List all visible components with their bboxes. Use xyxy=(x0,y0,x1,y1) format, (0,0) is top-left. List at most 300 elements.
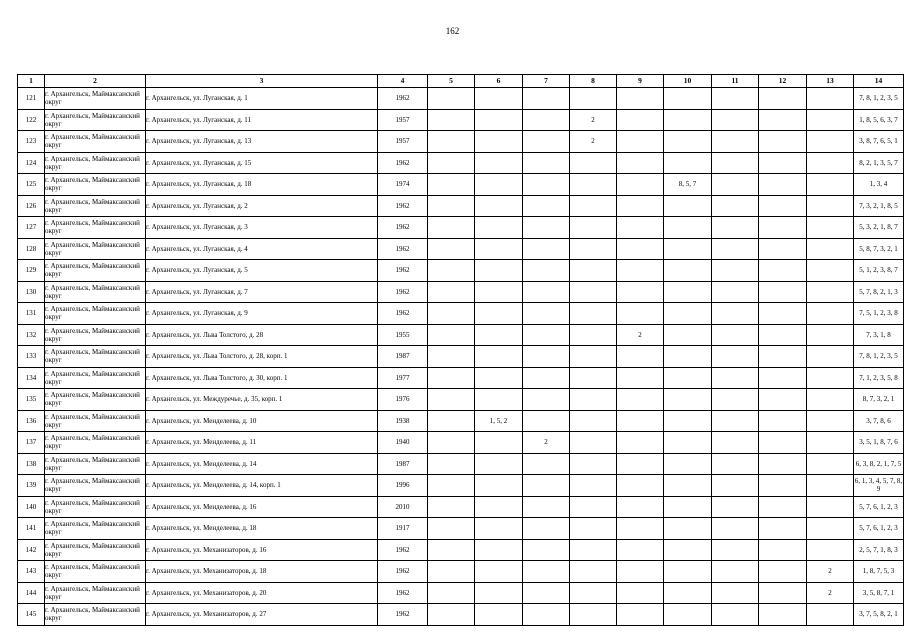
address-cell: г. Архангельск, ул. Луганская, д. 1 xyxy=(146,88,378,110)
value-cell xyxy=(428,217,475,239)
table-row xyxy=(18,389,904,411)
table-row xyxy=(18,324,904,346)
value-cell xyxy=(664,346,712,368)
value-cell: 2 xyxy=(807,561,854,583)
value-cell xyxy=(759,217,807,239)
value-cell xyxy=(475,195,523,217)
year-cell: 1977 xyxy=(378,367,428,389)
year-cell: 1955 xyxy=(378,324,428,346)
table-row xyxy=(18,432,904,454)
settlement-cell: г. Архангельск, Маймаксанский округ xyxy=(45,539,146,561)
row-number: 131 xyxy=(18,303,45,325)
settlement-cell: г. Архангельск, Маймаксанский округ xyxy=(45,281,146,303)
codes-cell: 7, 3, 1, 8 xyxy=(854,324,904,346)
value-cell xyxy=(523,131,570,153)
codes-cell: 1, 8, 5, 6, 3, 7 xyxy=(854,109,904,131)
table-row xyxy=(18,88,904,110)
value-cell xyxy=(807,109,854,131)
codes-cell: 6, 1, 3, 4, 5, 7, 8, 9 xyxy=(854,475,904,497)
value-cell xyxy=(664,324,712,346)
codes-cell: 1, 8, 7, 5, 3 xyxy=(854,561,904,583)
value-cell xyxy=(807,238,854,260)
value-cell xyxy=(807,281,854,303)
settlement-cell: г. Архангельск, Маймаксанский округ xyxy=(45,367,146,389)
address-cell: г. Архангельск, ул. Луганская, д. 15 xyxy=(146,152,378,174)
row-number: 144 xyxy=(18,582,45,604)
codes-cell: 3, 5, 8, 7, 1 xyxy=(854,582,904,604)
value-cell xyxy=(712,195,759,217)
year-cell: 1962 xyxy=(378,217,428,239)
settlement-cell: г. Архангельск, Маймаксанский округ xyxy=(45,109,146,131)
value-cell xyxy=(807,367,854,389)
codes-cell: 3, 7, 5, 8, 2, 1 xyxy=(854,604,904,626)
value-cell xyxy=(664,88,712,110)
value-cell xyxy=(807,195,854,217)
settlement-cell: г. Архангельск, Маймаксанский округ xyxy=(45,453,146,475)
table-row xyxy=(18,217,904,239)
value-cell xyxy=(664,518,712,540)
codes-cell: 5, 7, 8, 2, 1, 3 xyxy=(854,281,904,303)
value-cell xyxy=(759,346,807,368)
address-cell: г. Архангельск, ул. Менделеева, д. 16 xyxy=(146,496,378,518)
value-cell xyxy=(759,410,807,432)
register-table xyxy=(17,74,904,626)
value-cell xyxy=(617,346,664,368)
codes-cell: 1, 3, 4 xyxy=(854,174,904,196)
value-cell xyxy=(428,582,475,604)
value-cell xyxy=(523,260,570,282)
codes-cell: 7, 5, 1, 2, 3, 8 xyxy=(854,303,904,325)
table-row xyxy=(18,518,904,540)
value-cell xyxy=(523,303,570,325)
value-cell xyxy=(712,303,759,325)
value-cell xyxy=(617,109,664,131)
value-cell xyxy=(475,281,523,303)
value-cell xyxy=(570,303,617,325)
value-cell xyxy=(759,131,807,153)
value-cell: 1, 5, 2 xyxy=(475,410,523,432)
value-cell xyxy=(759,88,807,110)
codes-cell: 5, 3, 2, 1, 8, 7 xyxy=(854,217,904,239)
codes-cell: 5, 8, 7, 3, 2, 1 xyxy=(854,238,904,260)
value-cell xyxy=(712,561,759,583)
value-cell xyxy=(664,109,712,131)
table-row xyxy=(18,174,904,196)
value-cell xyxy=(428,346,475,368)
value-cell xyxy=(428,109,475,131)
value-cell xyxy=(617,410,664,432)
row-number: 124 xyxy=(18,152,45,174)
value-cell xyxy=(523,582,570,604)
column-header: 5 xyxy=(428,75,475,88)
value-cell xyxy=(428,432,475,454)
table-row xyxy=(18,260,904,282)
value-cell xyxy=(664,217,712,239)
row-number: 140 xyxy=(18,496,45,518)
codes-cell: 7, 1, 2, 3, 5, 8 xyxy=(854,367,904,389)
year-cell: 1962 xyxy=(378,88,428,110)
value-cell xyxy=(475,582,523,604)
value-cell xyxy=(475,131,523,153)
value-cell xyxy=(664,561,712,583)
address-cell: г. Архангельск, ул. Механизаторов, д. 16 xyxy=(146,539,378,561)
page-number: 162 xyxy=(445,26,460,36)
year-cell: 1962 xyxy=(378,281,428,303)
year-cell: 1957 xyxy=(378,131,428,153)
value-cell xyxy=(712,109,759,131)
column-header: 1 xyxy=(18,75,45,88)
table-row xyxy=(18,109,904,131)
settlement-cell: г. Архангельск, Маймаксанский округ xyxy=(45,217,146,239)
column-header: 3 xyxy=(146,75,378,88)
row-number: 135 xyxy=(18,389,45,411)
value-cell xyxy=(475,217,523,239)
codes-cell: 7, 3, 2, 1, 8, 5 xyxy=(854,195,904,217)
address-cell: г. Архангельск, ул. Междуречье, д. 35, корп. 1 xyxy=(146,389,378,411)
value-cell xyxy=(523,281,570,303)
value-cell xyxy=(475,539,523,561)
value-cell xyxy=(617,604,664,626)
year-cell: 1962 xyxy=(378,260,428,282)
row-number: 143 xyxy=(18,561,45,583)
codes-cell: 3, 7, 8, 6 xyxy=(854,410,904,432)
value-cell xyxy=(807,518,854,540)
codes-cell: 8, 7, 3, 2, 1 xyxy=(854,389,904,411)
address-cell: г. Архангельск, ул. Луганская, д. 9 xyxy=(146,303,378,325)
value-cell xyxy=(617,217,664,239)
value-cell xyxy=(807,174,854,196)
value-cell xyxy=(475,260,523,282)
row-number: 138 xyxy=(18,453,45,475)
table-row xyxy=(18,346,904,368)
value-cell xyxy=(712,539,759,561)
row-number: 121 xyxy=(18,88,45,110)
value-cell xyxy=(523,367,570,389)
codes-cell: 8, 2, 1, 3, 5, 7 xyxy=(854,152,904,174)
value-cell xyxy=(759,324,807,346)
row-number: 139 xyxy=(18,475,45,497)
value-cell xyxy=(475,367,523,389)
value-cell xyxy=(523,475,570,497)
value-cell xyxy=(617,195,664,217)
row-number: 133 xyxy=(18,346,45,368)
table-row xyxy=(18,539,904,561)
value-cell xyxy=(570,88,617,110)
column-header: 13 xyxy=(807,75,854,88)
value-cell xyxy=(807,217,854,239)
year-cell: 1962 xyxy=(378,582,428,604)
value-cell xyxy=(475,174,523,196)
year-cell: 1996 xyxy=(378,475,428,497)
year-cell: 2010 xyxy=(378,496,428,518)
value-cell xyxy=(759,539,807,561)
table-row xyxy=(18,453,904,475)
address-cell: г. Архангельск, ул. Луганская, д. 2 xyxy=(146,195,378,217)
value-cell xyxy=(570,410,617,432)
value-cell xyxy=(523,324,570,346)
row-number: 127 xyxy=(18,217,45,239)
value-cell xyxy=(570,346,617,368)
value-cell xyxy=(428,604,475,626)
value-cell xyxy=(807,389,854,411)
value-cell xyxy=(759,496,807,518)
column-header: 12 xyxy=(759,75,807,88)
value-cell xyxy=(664,432,712,454)
value-cell xyxy=(807,131,854,153)
value-cell xyxy=(570,174,617,196)
value-cell xyxy=(617,260,664,282)
settlement-cell: г. Архангельск, Маймаксанский округ xyxy=(45,88,146,110)
year-cell: 1962 xyxy=(378,303,428,325)
value-cell xyxy=(428,410,475,432)
table-row xyxy=(18,496,904,518)
value-cell xyxy=(664,410,712,432)
codes-cell: 2, 5, 7, 1, 8, 3 xyxy=(854,539,904,561)
value-cell xyxy=(428,324,475,346)
value-cell xyxy=(712,281,759,303)
value-cell xyxy=(759,238,807,260)
value-cell xyxy=(428,518,475,540)
row-number: 141 xyxy=(18,518,45,540)
value-cell xyxy=(523,88,570,110)
value-cell xyxy=(570,217,617,239)
value-cell xyxy=(807,496,854,518)
value-cell xyxy=(664,582,712,604)
value-cell xyxy=(523,217,570,239)
value-cell xyxy=(807,88,854,110)
column-header: 10 xyxy=(664,75,712,88)
value-cell xyxy=(712,582,759,604)
value-cell xyxy=(807,475,854,497)
value-cell xyxy=(617,389,664,411)
value-cell xyxy=(475,561,523,583)
value-cell xyxy=(475,109,523,131)
table-row xyxy=(18,303,904,325)
address-cell: г. Архангельск, ул. Механизаторов, д. 27 xyxy=(146,604,378,626)
value-cell xyxy=(617,174,664,196)
value-cell xyxy=(523,389,570,411)
value-cell xyxy=(807,303,854,325)
value-cell xyxy=(617,496,664,518)
value-cell xyxy=(759,582,807,604)
value-cell xyxy=(664,131,712,153)
row-number: 136 xyxy=(18,410,45,432)
value-cell xyxy=(759,281,807,303)
row-number: 122 xyxy=(18,109,45,131)
value-cell xyxy=(523,174,570,196)
value-cell xyxy=(570,195,617,217)
table-row xyxy=(18,582,904,604)
year-cell: 1962 xyxy=(378,152,428,174)
table-row xyxy=(18,131,904,153)
value-cell xyxy=(428,131,475,153)
value-cell xyxy=(428,561,475,583)
column-header: 6 xyxy=(475,75,523,88)
column-header: 7 xyxy=(523,75,570,88)
value-cell: 2 xyxy=(570,109,617,131)
value-cell xyxy=(475,518,523,540)
value-cell xyxy=(475,432,523,454)
row-number: 132 xyxy=(18,324,45,346)
settlement-cell: г. Архангельск, Маймаксанский округ xyxy=(45,131,146,153)
codes-cell: 3, 8, 7, 6, 5, 1 xyxy=(854,131,904,153)
settlement-cell: г. Архангельск, Маймаксанский округ xyxy=(45,260,146,282)
row-number: 126 xyxy=(18,195,45,217)
row-number: 128 xyxy=(18,238,45,260)
value-cell xyxy=(617,281,664,303)
value-cell: 8, 5, 7 xyxy=(664,174,712,196)
value-cell xyxy=(664,475,712,497)
value-cell xyxy=(523,410,570,432)
settlement-cell: г. Архангельск, Маймаксанский округ xyxy=(45,324,146,346)
table-row xyxy=(18,281,904,303)
value-cell xyxy=(570,582,617,604)
value-cell xyxy=(570,475,617,497)
column-header: 8 xyxy=(570,75,617,88)
value-cell xyxy=(712,367,759,389)
address-cell: г. Архангельск, ул. Менделеева, д. 10 xyxy=(146,410,378,432)
value-cell xyxy=(428,238,475,260)
settlement-cell: г. Архангельск, Маймаксанский округ xyxy=(45,432,146,454)
value-cell xyxy=(807,410,854,432)
value-cell xyxy=(712,131,759,153)
table-row xyxy=(18,561,904,583)
value-cell xyxy=(428,88,475,110)
value-cell xyxy=(428,367,475,389)
value-cell xyxy=(617,539,664,561)
value-cell xyxy=(475,88,523,110)
row-number: 125 xyxy=(18,174,45,196)
table-row xyxy=(18,475,904,497)
value-cell xyxy=(759,174,807,196)
value-cell xyxy=(664,152,712,174)
column-header: 14 xyxy=(854,75,904,88)
settlement-cell: г. Архангельск, Маймаксанский округ xyxy=(45,475,146,497)
value-cell xyxy=(570,561,617,583)
value-cell xyxy=(664,539,712,561)
settlement-cell: г. Архангельск, Маймаксанский округ xyxy=(45,346,146,368)
value-cell xyxy=(428,174,475,196)
value-cell xyxy=(428,453,475,475)
address-cell: г. Архангельск, ул. Луганская, д. 4 xyxy=(146,238,378,260)
settlement-cell: г. Архангельск, Маймаксанский округ xyxy=(45,604,146,626)
codes-cell: 5, 1, 2, 3, 8, 7 xyxy=(854,260,904,282)
value-cell xyxy=(712,260,759,282)
settlement-cell: г. Архангельск, Маймаксанский округ xyxy=(45,195,146,217)
value-cell xyxy=(428,281,475,303)
address-cell: г. Архангельск, ул. Менделеева, д. 14, корп. 1 xyxy=(146,475,378,497)
value-cell xyxy=(759,109,807,131)
value-cell xyxy=(664,281,712,303)
value-cell xyxy=(523,453,570,475)
table-row xyxy=(18,604,904,626)
value-cell: 2 xyxy=(807,582,854,604)
value-cell xyxy=(475,453,523,475)
value-cell xyxy=(712,152,759,174)
value-cell xyxy=(712,518,759,540)
value-cell xyxy=(712,238,759,260)
value-cell xyxy=(475,346,523,368)
value-cell xyxy=(475,324,523,346)
value-cell xyxy=(617,367,664,389)
value-cell xyxy=(428,303,475,325)
codes-cell: 7, 8, 1, 2, 3, 5 xyxy=(854,346,904,368)
value-cell xyxy=(475,152,523,174)
row-number: 134 xyxy=(18,367,45,389)
column-header: 11 xyxy=(712,75,759,88)
value-cell xyxy=(712,475,759,497)
value-cell xyxy=(523,195,570,217)
year-cell: 1974 xyxy=(378,174,428,196)
value-cell xyxy=(617,453,664,475)
row-number: 137 xyxy=(18,432,45,454)
value-cell xyxy=(475,604,523,626)
value-cell xyxy=(759,195,807,217)
address-cell: г. Архангельск, ул. Льва Толстого, д. 28, корп. 1 xyxy=(146,346,378,368)
value-cell xyxy=(664,496,712,518)
value-cell xyxy=(807,260,854,282)
value-cell xyxy=(428,389,475,411)
value-cell xyxy=(712,174,759,196)
value-cell xyxy=(807,324,854,346)
value-cell xyxy=(523,539,570,561)
value-cell xyxy=(523,496,570,518)
value-cell xyxy=(807,346,854,368)
address-cell: г. Архангельск, ул. Луганская, д. 3 xyxy=(146,217,378,239)
value-cell xyxy=(428,260,475,282)
settlement-cell: г. Архангельск, Маймаксанский округ xyxy=(45,238,146,260)
value-cell xyxy=(523,109,570,131)
codes-cell: 5, 7, 6, 1, 2, 3 xyxy=(854,496,904,518)
value-cell xyxy=(807,432,854,454)
table-row xyxy=(18,238,904,260)
address-cell: г. Архангельск, ул. Луганская, д. 7 xyxy=(146,281,378,303)
row-number: 123 xyxy=(18,131,45,153)
value-cell xyxy=(617,432,664,454)
address-cell: г. Архангельск, ул. Льва Толстого, д. 30, корп. 1 xyxy=(146,367,378,389)
year-cell: 1976 xyxy=(378,389,428,411)
address-cell: г. Архангельск, ул. Луганская, д. 5 xyxy=(146,260,378,282)
value-cell xyxy=(475,303,523,325)
settlement-cell: г. Архангельск, Маймаксанский округ xyxy=(45,303,146,325)
year-cell: 1938 xyxy=(378,410,428,432)
value-cell xyxy=(570,432,617,454)
value-cell xyxy=(617,561,664,583)
value-cell xyxy=(570,367,617,389)
value-cell xyxy=(759,475,807,497)
settlement-cell: г. Архангельск, Маймаксанский округ xyxy=(45,582,146,604)
value-cell xyxy=(759,152,807,174)
value-cell xyxy=(712,453,759,475)
value-cell xyxy=(523,152,570,174)
value-cell xyxy=(570,324,617,346)
value-cell xyxy=(617,152,664,174)
row-number: 145 xyxy=(18,604,45,626)
value-cell xyxy=(617,475,664,497)
value-cell xyxy=(664,195,712,217)
value-cell xyxy=(523,238,570,260)
value-cell xyxy=(807,152,854,174)
address-cell: г. Архангельск, ул. Менделеева, д. 18 xyxy=(146,518,378,540)
value-cell xyxy=(428,496,475,518)
value-cell xyxy=(523,561,570,583)
table-row xyxy=(18,367,904,389)
value-cell xyxy=(664,604,712,626)
value-cell xyxy=(712,496,759,518)
value-cell xyxy=(712,432,759,454)
value-cell xyxy=(617,238,664,260)
address-cell: г. Архангельск, ул. Льва Толстого, д. 28 xyxy=(146,324,378,346)
